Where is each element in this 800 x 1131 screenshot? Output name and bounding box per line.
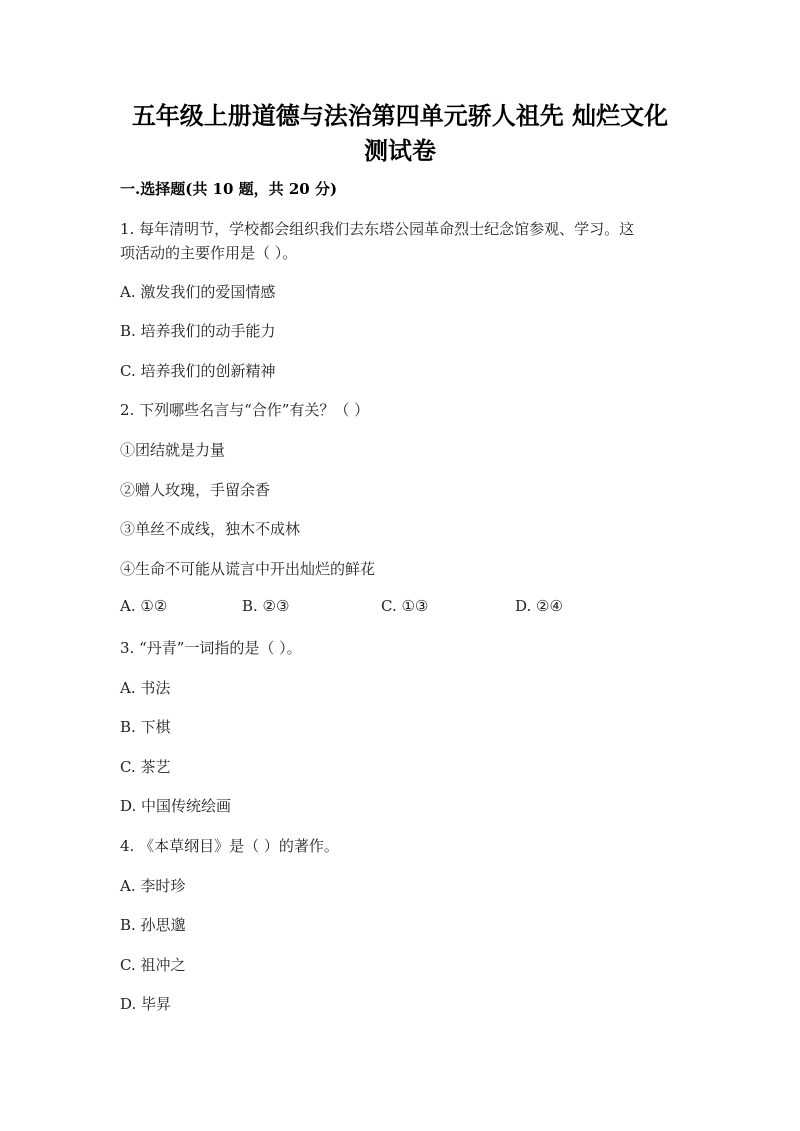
question-3-option-c: C. 茶艺 (120, 758, 171, 776)
question-4-option-a: A. 李时珍 (120, 877, 186, 895)
question-2-stem: 2. 下列哪些名言与“合作”有关？（ ） (120, 401, 370, 419)
question-4-option-d: D. 毕昇 (120, 995, 172, 1013)
question-4-option-b: B. 孙思邈 (120, 916, 186, 934)
question-2-item-4: ④生命不可能从谎言中开出灿烂的鲜花 (120, 560, 376, 578)
question-3-stem: 3. “丹青”一词指的是（ ）。 (120, 639, 302, 657)
question-3-option-d: D. 中国传统绘画 (120, 797, 232, 815)
question-2-option-a: A. ①② (120, 597, 168, 615)
question-4-stem: 4. 《本草纲目》是（ ）的著作。 (120, 837, 339, 855)
question-1-option-c: C. 培养我们的创新精神 (120, 362, 276, 380)
question-3-option-a: A. 书法 (120, 679, 171, 697)
question-2-item-2: ②赠人玫瑰，手留余香 (120, 481, 271, 499)
question-1-option-a: A. 激发我们的爱国情感 (120, 283, 276, 301)
question-2-option-b: B. ②③ (242, 597, 290, 615)
exam-title-line2: 测试卷 (364, 136, 436, 165)
section-heading: 一.选择题(共 10 题，共 20 分) (120, 180, 338, 198)
question-1-stem-line1: 1. 每年清明节，学校都会组织我们去东塔公园革命烈士纪念馆参观、学习。这 (120, 220, 635, 238)
exam-title-line1: 五年级上册道德与法治第四单元骄人祖先 灿烂文化 (131, 101, 669, 130)
question-1-option-b: B. 培养我们的动手能力 (120, 322, 276, 340)
question-2-item-3: ③单丝不成线，独木不成林 (120, 520, 301, 538)
question-2-option-d: D. ②④ (515, 597, 563, 615)
question-4-option-c: C. 祖冲之 (120, 956, 186, 974)
question-3-option-b: B. 下棋 (120, 718, 171, 736)
question-2-option-c: C. ①③ (381, 597, 429, 615)
question-2-item-1: ①团结就是力量 (120, 441, 226, 459)
question-1-stem-line2: 项活动的主要作用是（ ）。 (120, 244, 298, 262)
